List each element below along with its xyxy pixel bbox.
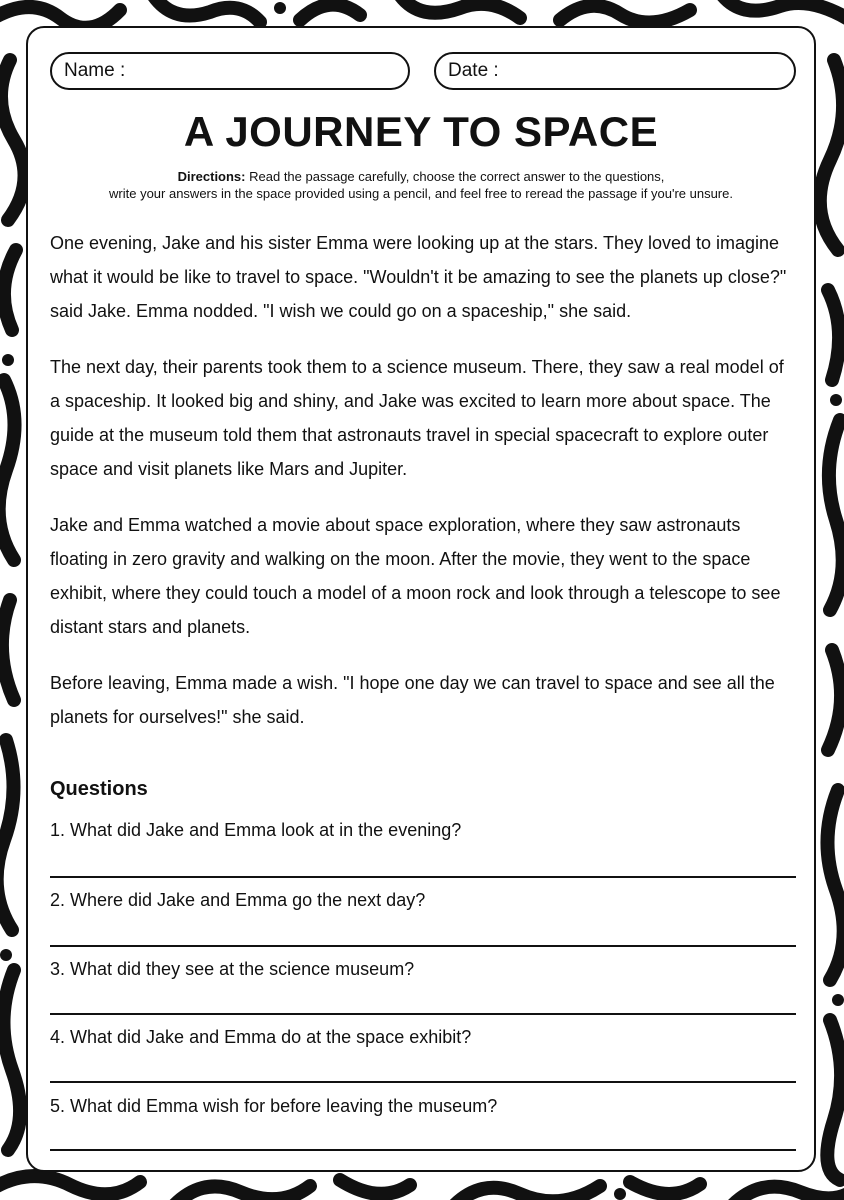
reading-passage xyxy=(50,226,796,756)
directions xyxy=(28,168,814,202)
passage-paragraph-3: Jake and Emma watched a movie about space exploration, where they saw astronauts floating in zero gravity and walking on the moon. After the movie, they went to the space exhibit, where they could touch a model of a moon rock and look through a telescope to see distant stars and planets. xyxy=(50,515,781,637)
answer-line-4[interactable] xyxy=(50,1081,796,1083)
worksheet-title: A JOURNEY TO SPACE xyxy=(183,108,659,155)
questions-heading: Questions xyxy=(50,778,148,800)
directions-label: Directions: xyxy=(177,169,246,184)
question-5: 5. What did Emma wish for before leaving the museum? xyxy=(50,1096,498,1116)
question-1: 1. What did Jake and Emma look at in the evening? xyxy=(50,820,462,840)
answer-line-1[interactable] xyxy=(50,876,796,878)
name-field[interactable] xyxy=(50,52,410,90)
question-3: 3. What did they see at the science museum? xyxy=(50,959,415,979)
date-label: Date : xyxy=(448,60,499,81)
name-label: Name : xyxy=(64,60,126,81)
passage-paragraph-4: Before leaving, Emma made a wish. "I hope one day we can travel to space and see all the planets for ourselves!" she said. xyxy=(50,673,775,727)
passage-paragraph-1: One evening, Jake and his sister Emma were looking up at the stars. They loved to imagine what it would be like to travel to space. "Wouldn't it be amazing to see the planets up close?" said Jake. Emma nodded. "I wish we could go on a spaceship," she said. xyxy=(50,233,787,321)
answer-line-3[interactable] xyxy=(50,1013,796,1015)
answer-line-5[interactable] xyxy=(50,1149,796,1151)
question-2: 2. Where did Jake and Emma go the next day? xyxy=(50,890,426,910)
directions-line-1: Read the passage carefully, choose the correct answer to the questions, xyxy=(249,169,665,184)
answer-line-2[interactable] xyxy=(50,945,796,947)
worksheet-page xyxy=(26,26,816,1172)
question-4: 4. What did Jake and Emma do at the space exhibit? xyxy=(50,1027,472,1047)
date-field[interactable] xyxy=(434,52,796,90)
passage-paragraph-2: The next day, their parents took them to a science museum. There, they saw a real model of a spaceship. It looked big and shiny, and Jake was excited to learn more about space. The guide at the museum told them that astronauts travel in special spacecraft to explore outer space and visit planets like Mars and Jupiter. xyxy=(50,357,784,479)
directions-line-2: write your answers in the space provided using a pencil, and feel free to reread the passage if you're unsure. xyxy=(109,186,733,201)
